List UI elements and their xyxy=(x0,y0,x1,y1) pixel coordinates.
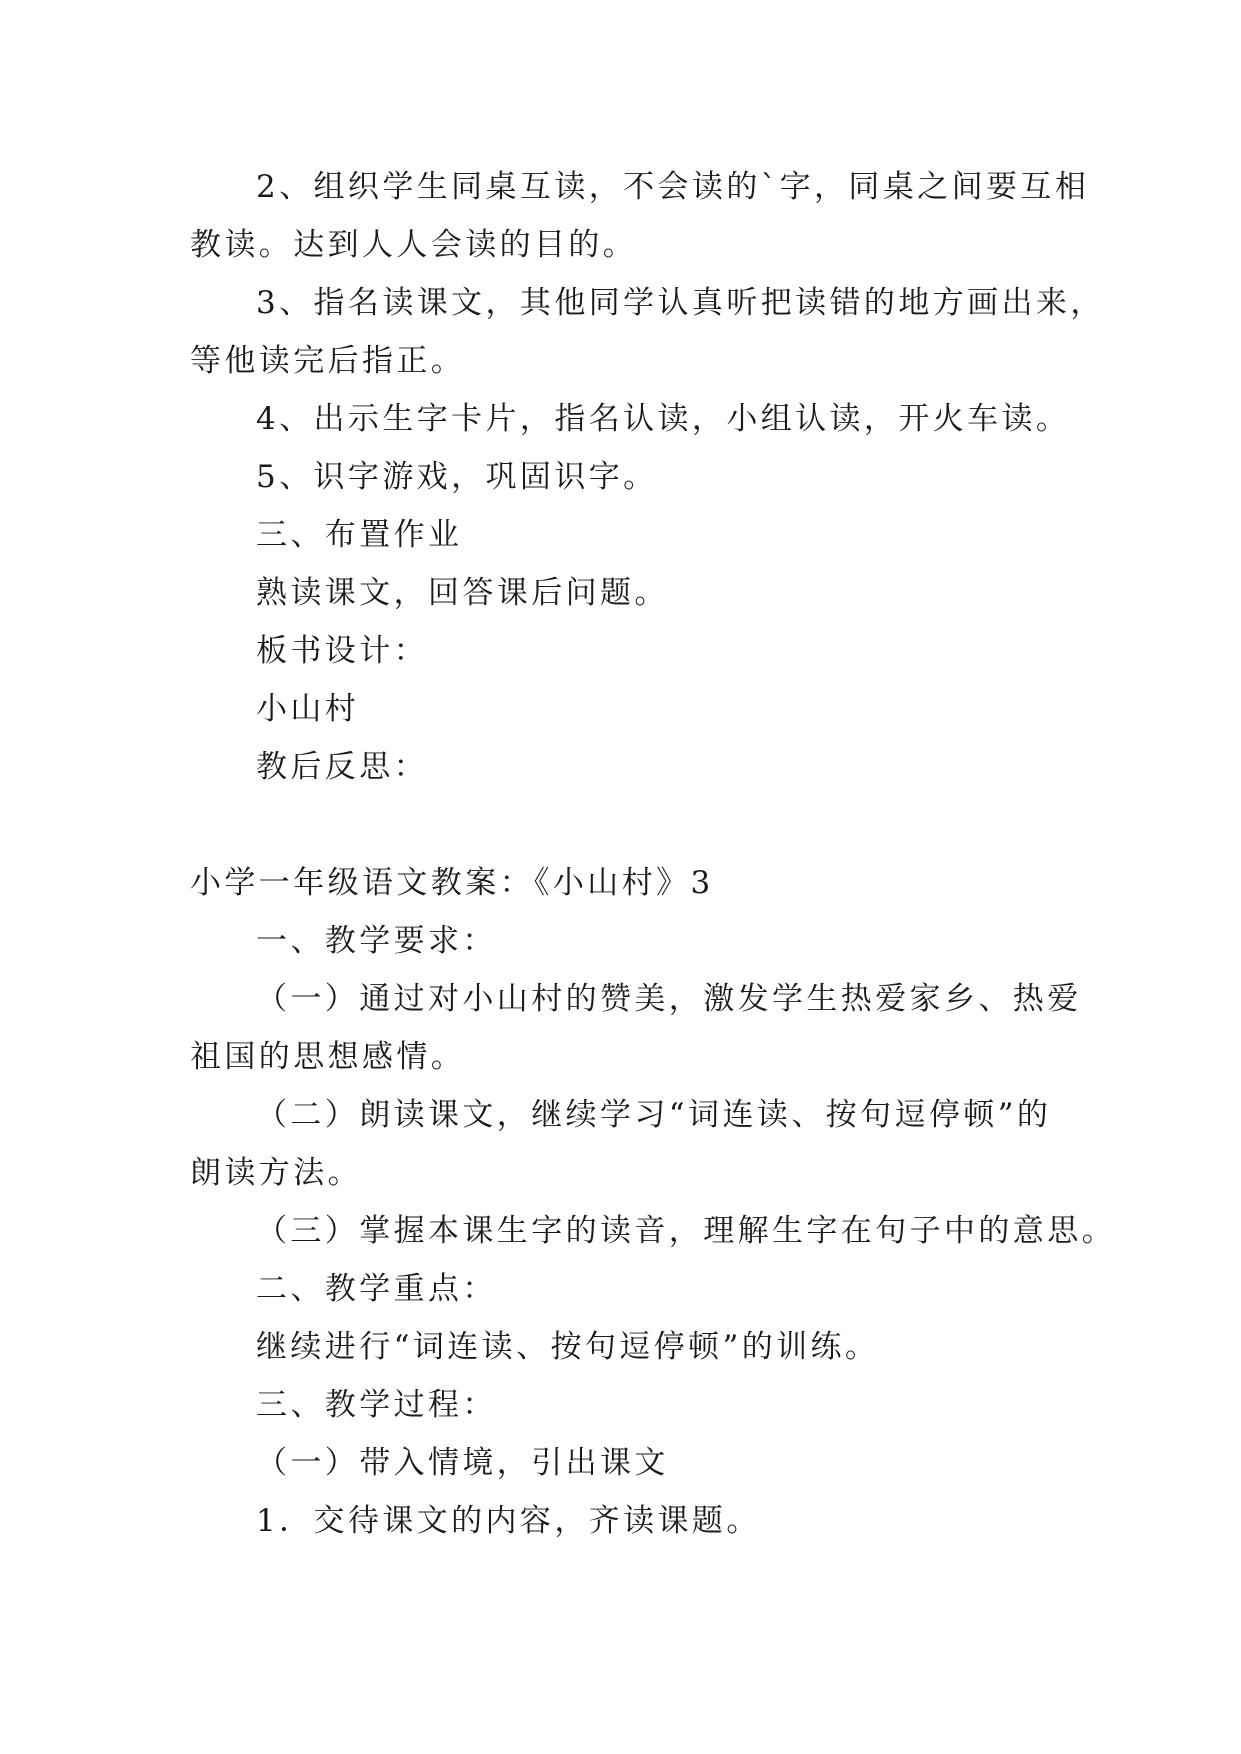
paragraph-text: 5、识字游戏，巩固识字。 xyxy=(256,459,658,495)
section-heading: 板书设计： xyxy=(256,633,428,669)
document-title: 小学一年级语文教案：《小山村》3 xyxy=(190,865,714,901)
paragraph-text: 熟读课文，回答课后问题。 xyxy=(256,575,669,611)
section-heading: 二、教学重点： xyxy=(256,1271,497,1307)
paragraph-text: （一）带入情境，引出课文 xyxy=(256,1445,669,1481)
section-heading: 三、布置作业 xyxy=(256,517,463,553)
paragraph-text: （三）掌握本课生字的读音，理解生字在句子中的意思。 xyxy=(256,1213,1116,1249)
paragraph-text: （二）朗读课文，继续学习“词连读、按句逗停顿”的 xyxy=(256,1097,1052,1133)
paragraph-text: 教读。达到人人会读的目的。 xyxy=(190,227,638,263)
paragraph-text: 2、组织学生同桌互读，不会读的`字，同桌之间要互相 xyxy=(256,169,1090,205)
paragraph-text: 朗读方法。 xyxy=(190,1155,362,1191)
paragraph-text: 小山村 xyxy=(256,691,360,727)
paragraph-text: 等他读完后指正。 xyxy=(190,343,466,379)
paragraph-text: 4、出示生字卡片，指名认读，小组认读，开火车读。 xyxy=(256,401,1071,437)
section-heading: 一、教学要求： xyxy=(256,923,497,959)
document-page xyxy=(190,158,1116,1550)
paragraph-text: 3、指名读课文，其他同学认真听把读错的地方画出来， xyxy=(256,285,1105,321)
paragraph-text: （一）通过对小山村的赞美，激发学生热爱家乡、热爱 xyxy=(256,981,1082,1017)
paragraph-text: 1．交待课文的内容，齐读课题。 xyxy=(256,1503,761,1539)
section-heading: 三、教学过程： xyxy=(256,1387,497,1423)
section-heading: 教后反思： xyxy=(256,749,428,785)
paragraph-text: 继续进行“词连读、按句逗停顿”的训练。 xyxy=(256,1329,880,1365)
paragraph-text: 祖国的思想感情。 xyxy=(190,1039,466,1075)
blank-line xyxy=(190,796,1070,854)
